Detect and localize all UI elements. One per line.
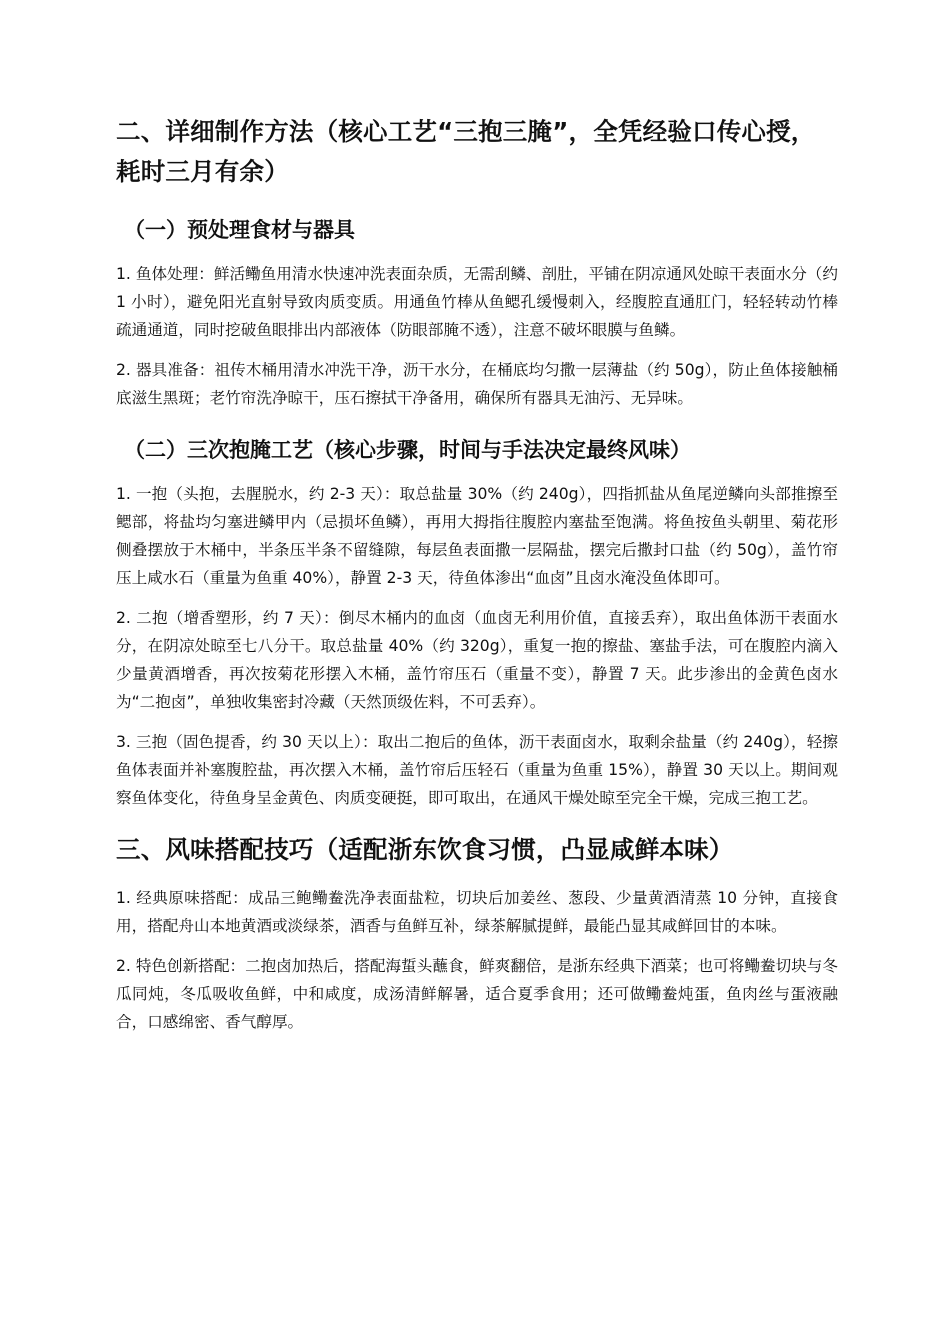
paragraph-fish-processing: 1. 鱼体处理：鲜活鳓鱼用清水快速冲洗表面杂质，无需刮鳞、剖肚，平铺在阴凉通风处晾干表面水分（约 1 小时），避免阳光直射导致肉质变质。用通鱼竹棒从鱼鳃孔缓慢刺入，经腹腔直通肛门，轻轻转动竹棒疏通通道，同时挖破鱼眼排出内部液体（防眼部腌不透），注意不破坏眼膜与鱼鳞。 (116, 265, 838, 339)
paragraph-classic-pairing: 1. 经典原味搭配：成品三鲍鳓鲞洗净表面盐粒，切块后加姜丝、葱段、少量黄酒清蒸 10 分钟，直接食用，搭配舟山本地黄酒或淡绿茶，酒香与鱼鲜互补，绿茶解腻提鲜，最能凸显其咸鲜回甘的本味。 (116, 889, 838, 935)
paragraph-tool-preparation: 2. 器具准备：祖传木桶用清水冲洗干净，沥干水分，在桶底均匀撒一层薄盐（约 50g），防止鱼体接触桶底滋生黑斑；老竹帘洗净晾干，压石擦拭干净备用，确保所有器具无油污、无异味。 (116, 361, 838, 407)
section-3-title: 三、风味搭配技巧（适配浙东饮食习惯，凸显咸鲜本味） (116, 835, 734, 864)
paragraph-first-salting: 1. 一抱（头抱，去腥脱水，约 2-3 天）：取总盐量 30%（约 240g），四指抓盐从鱼尾逆鳞向头部推擦至鳃部，将盐均匀塞进鳞甲内（忌损坏鱼鳞），再用大拇指往腹腔内塞盐至饱满。将鱼按鱼头朝里、菊花形侧叠摆放于木桶中，半条压半条不留缝隙，每层鱼表面撒一层隔盐，摆完后撒封口盐（约 50g），盖竹帘压上咸水石（重量为鱼重 40%），静置 2-3 天，待鱼体渗出“血卤”且卤水淹没鱼体即可。 (116, 485, 838, 587)
paragraph-creative-pairing: 2. 特色创新搭配：二抱卤加热后，搭配海蜇头蘸食，鲜爽翻倍，是浙东经典下酒菜；也可将鳓鲞切块与冬瓜同炖，冬瓜吸收鱼鲜，中和咸度，成汤清鲜解暑，适合夏季食用；还可做鳓鲞炖蛋，鱼肉丝与蛋液融合，口感绵密、香气醇厚。 (116, 957, 838, 1031)
subsection-2-title: （二）三次抱腌工艺（核心步骤，时间与手法决定最终风味） (124, 438, 691, 462)
subsection-1-title: （一）预处理食材与器具 (124, 218, 355, 242)
paragraph-third-salting: 3. 三抱（固色提香，约 30 天以上）：取出二抱后的鱼体，沥干表面卤水，取剩余盐量（约 240g），轻擦鱼体表面并补塞腹腔盐，再次摆入木桶，盖竹帘后压轻石（重量为鱼重 15%），静置 30 天以上。期间观察鱼体变化，待鱼身呈金黄色、肉质变硬挺，即可取出，在通风干燥处晾至完全干燥，完成三抱工艺。 (116, 733, 838, 807)
section-2-title: 二、详细制作方法（核心工艺“三抱三腌”，全凭经验口传心授，耗时三月有余） (116, 117, 816, 186)
paragraph-second-salting: 2. 二抱（增香塑形，约 7 天）：倒尽木桶内的血卤（血卤无利用价值，直接丢弃），取出鱼体沥干表面水分，在阴凉处晾至七八分干。取总盐量 40%（约 320g），重复一抱的擦盐、塞盐手法，可在腹腔内滴入少量黄酒增香，再次按菊花形摆入木桶，盖竹帘压石（重量不变），静置 7 天。此步渗出的金黄色卤水为“二抱卤”，单独收集密封冷藏（天然顶级佐料，不可丢弃）。 (116, 609, 838, 711)
